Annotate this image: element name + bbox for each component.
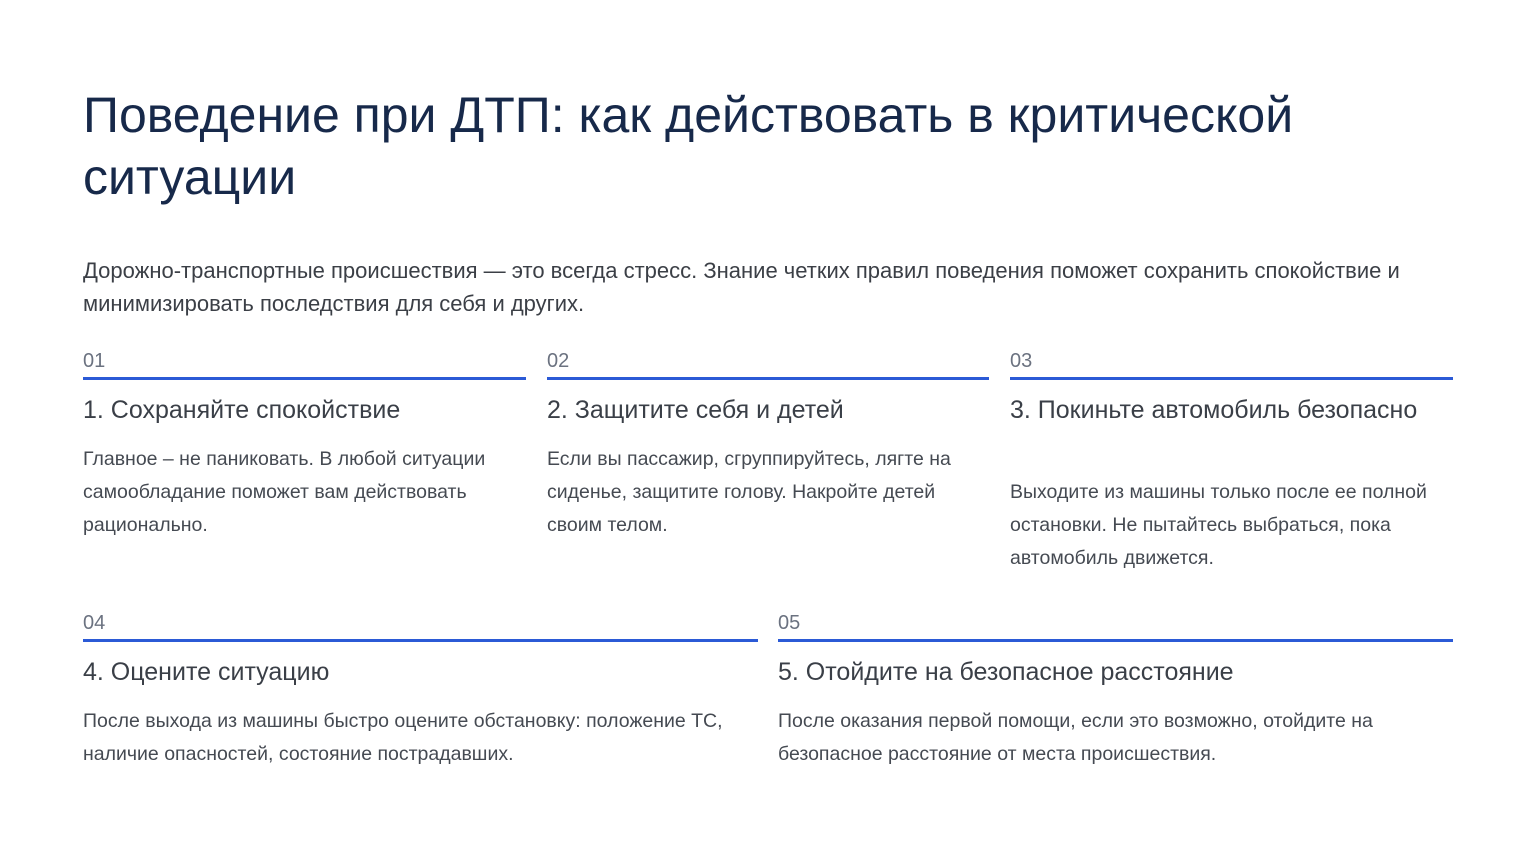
step-description: Выходите из машины только после ее полной остановки. Не пытайтесь выбраться, пока автомобиль движется. (1010, 481, 1427, 569)
step-number: 05 (778, 612, 801, 634)
step-heading: 2. Защитите себя и детей (547, 396, 844, 424)
slide-title: Поведение при ДТП: как действовать в критической ситуации (83, 87, 1294, 205)
step-card (778, 611, 1453, 771)
step-divider (83, 377, 526, 380)
step-description: После оказания первой помощи, если это возможно, отойдите на безопасное расстояние от места происшествия. (778, 710, 1373, 765)
step-card (1010, 349, 1453, 575)
step-description: Если вы пассажир, сгруппируйтесь, лягте на сиденье, защитите голову. Накройте детей своим телом. (547, 448, 951, 536)
step-heading: 3. Покиньте автомобиль безопасно (1010, 396, 1418, 424)
step-number: 02 (547, 350, 570, 372)
step-description: После выхода из машины быстро оцените обстановку: положение ТС, наличие опасностей, состояние пострадавших. (83, 710, 723, 765)
step-number: 01 (83, 350, 106, 372)
step-divider (1010, 377, 1453, 380)
step-card (83, 611, 758, 771)
step-divider (83, 639, 758, 642)
intro-paragraph: Дорожно-транспортные происшествия — это всегда стресс. Знание четких правил поведения поможет сохранить спокойствие и минимизировать последствия для себя и других. (83, 258, 1400, 316)
step-number: 03 (1010, 350, 1033, 372)
step-heading: 4. Оцените ситуацию (83, 658, 330, 686)
step-card (547, 349, 989, 542)
step-divider (778, 639, 1453, 642)
step-number: 04 (83, 612, 106, 634)
step-heading: 1. Сохраняйте спокойствие (83, 396, 401, 424)
step-heading: 5. Отойдите на безопасное расстояние (778, 658, 1234, 686)
step-description: Главное – не паниковать. В любой ситуации самообладание поможет вам действовать рационально. (83, 448, 486, 536)
step-divider (547, 377, 989, 380)
step-card (83, 349, 526, 542)
